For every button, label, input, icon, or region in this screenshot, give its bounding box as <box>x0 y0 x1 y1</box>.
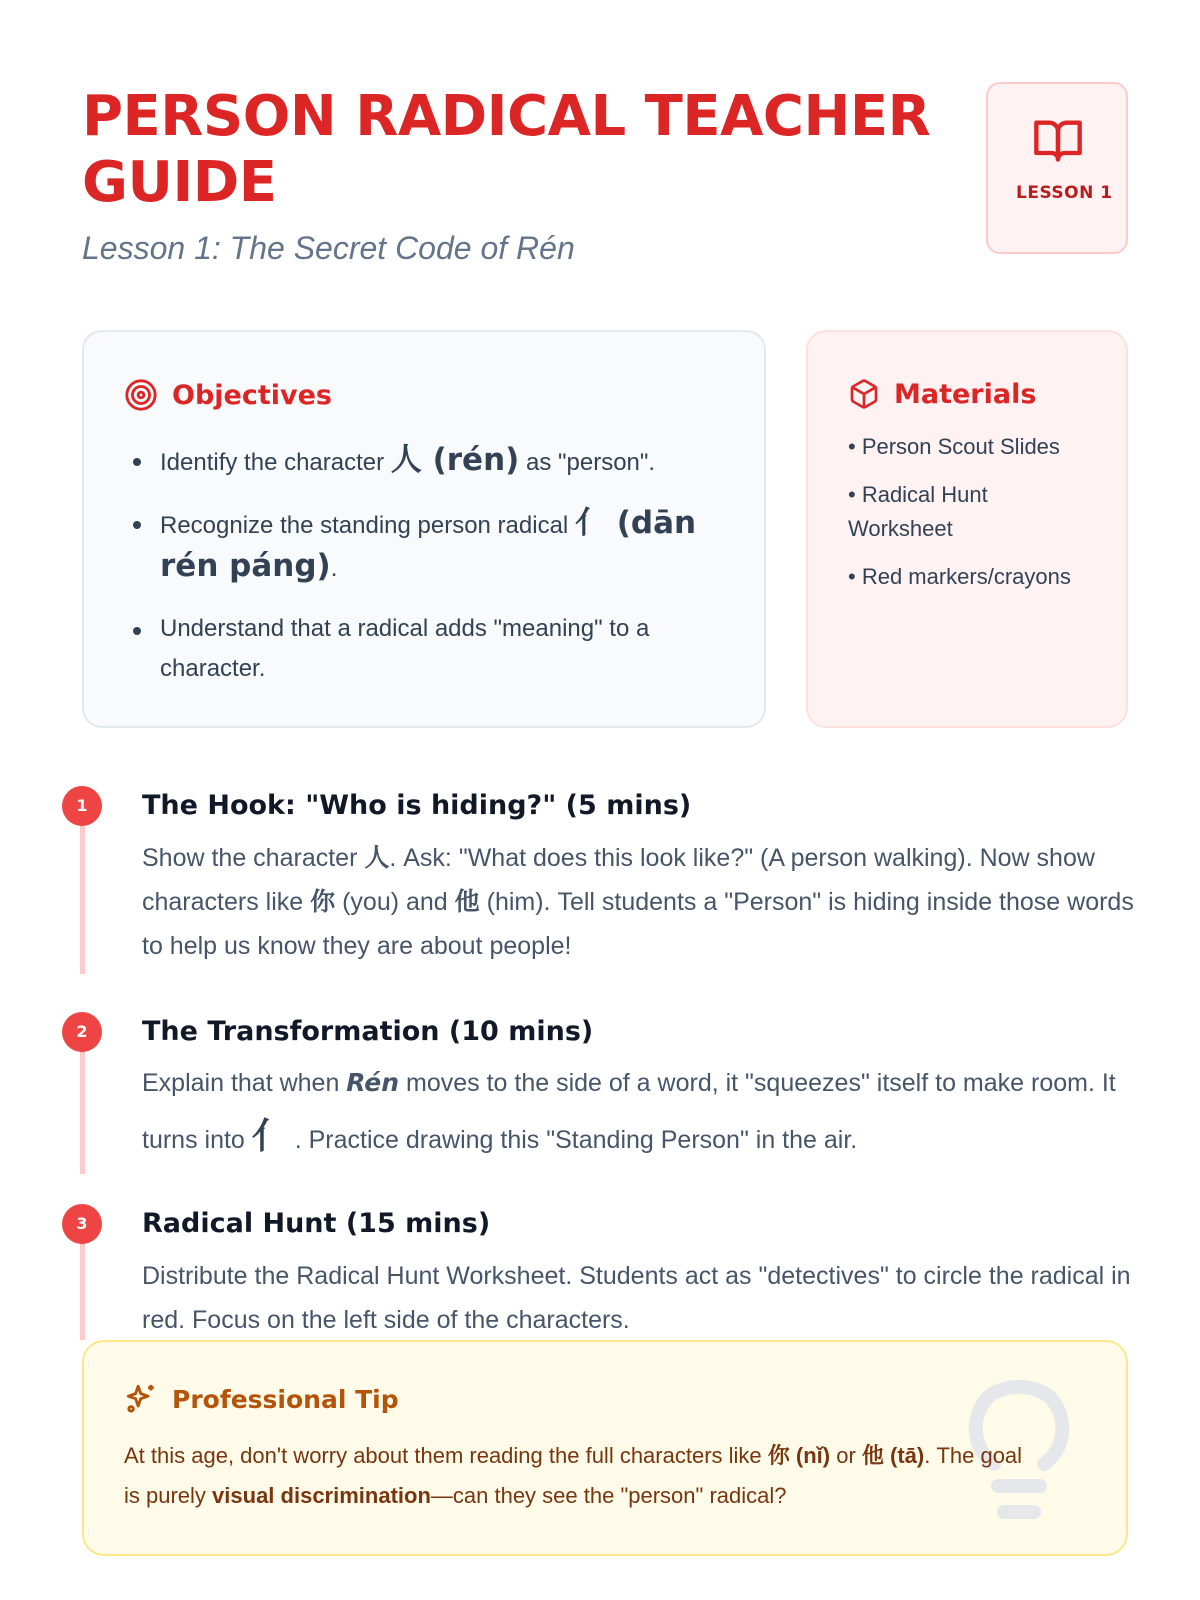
page-header <box>82 84 962 267</box>
materials-card <box>806 330 1128 728</box>
step-title: Radical Hunt (15 mins) <box>142 1208 491 1239</box>
step-description <box>142 836 1142 968</box>
ren-emphasis: Rén <box>346 1068 400 1097</box>
box-icon <box>848 378 880 410</box>
step-title: The Transformation (10 mins) <box>142 1016 594 1047</box>
materials-list <box>848 430 1098 608</box>
step-description: Distribute the Radical Hunt Worksheet. Students act as "detectives" to circle the radical in red. Focus on the left side of the characters. <box>142 1262 1131 1334</box>
material-item: • Person Scout Slides <box>848 434 1060 459</box>
tip-character-ta: 他 (tā) <box>861 1443 925 1468</box>
objective-text: Identify the character <box>160 449 391 476</box>
tip-text-part: —can they see the "person" radical? <box>430 1483 787 1508</box>
step-number-badge: 1 <box>62 786 102 826</box>
tip-title: Professional Tip <box>172 1384 399 1414</box>
tip-text <box>124 1436 1044 1516</box>
objectives-title: Objectives <box>172 379 332 411</box>
book-open-icon <box>1030 114 1086 166</box>
objective-text: as "person". <box>519 449 656 476</box>
step-1 <box>62 786 1142 976</box>
objectives-card <box>82 330 766 728</box>
objective-text: Understand that a radical adds "meaning" to a character. <box>160 615 650 682</box>
tip-emphasis: visual discrimination <box>212 1483 431 1508</box>
step-description <box>142 1056 1142 1167</box>
material-item: • Radical Hunt Worksheet <box>848 482 988 541</box>
standing-person-radical: 亻 <box>251 1116 288 1157</box>
objective-highlight: 亻 (dān rén páng) <box>160 505 697 584</box>
materials-title: Materials <box>894 378 1037 410</box>
tip-character-ni: 你 (nǐ) <box>767 1443 831 1468</box>
objective-item <box>128 440 738 483</box>
character-ta: 他 <box>454 887 480 916</box>
step-3 <box>62 1204 1142 1340</box>
step-text: Explain that when <box>142 1069 347 1097</box>
materials-header <box>848 378 1036 410</box>
step-text: moves to the side of a word, it "squeezes" itself to make room. It turns into <box>142 1069 1116 1154</box>
target-icon <box>124 378 158 412</box>
sparkles-icon <box>124 1382 158 1416</box>
character-ni: 你 <box>310 887 336 916</box>
objective-item <box>128 503 738 589</box>
character-ren: 人 <box>364 843 390 872</box>
step-title: The Hook: "Who is hiding?" (5 mins) <box>142 790 692 821</box>
material-item: • Red markers/crayons <box>848 564 1071 589</box>
step-2 <box>62 1012 1142 1162</box>
page-title: PERSON RADICAL TEACHER GUIDE <box>82 84 931 215</box>
objective-item <box>128 609 738 689</box>
page-subtitle: Lesson 1: The Secret Code of Rén <box>82 230 575 266</box>
objectives-list <box>128 440 738 709</box>
tip-text-part: or <box>830 1443 862 1468</box>
lesson-label: LESSON 1 <box>1016 183 1113 203</box>
tip-header <box>124 1382 399 1416</box>
objective-highlight: 人 (rén) <box>390 442 520 478</box>
lesson-badge <box>986 82 1128 254</box>
timeline-line <box>80 806 85 974</box>
step-text: (you) and <box>335 888 455 916</box>
step-text: (him). Tell students a "Person" is hiding inside those words to help us know they are about people! <box>142 888 1134 960</box>
professional-tip-card <box>82 1340 1128 1556</box>
step-text: Show the character <box>142 844 365 872</box>
objective-text: Recognize the standing person radical <box>160 512 575 539</box>
tip-text-part: . The goal is purely <box>124 1443 1023 1508</box>
step-number-badge: 3 <box>62 1204 102 1244</box>
step-number-badge: 2 <box>62 1012 102 1052</box>
timeline-line <box>80 1032 85 1174</box>
step-text: . Ask: "What does this look like?" (A person walking). Now show characters like <box>142 844 1095 916</box>
objectives-header <box>124 378 332 412</box>
tip-text-part: At this age, don't worry about them reading the full characters like <box>124 1443 768 1468</box>
step-text: . Practice drawing this "Standing Person" in the air. <box>287 1126 858 1154</box>
objective-text: . <box>330 555 338 582</box>
